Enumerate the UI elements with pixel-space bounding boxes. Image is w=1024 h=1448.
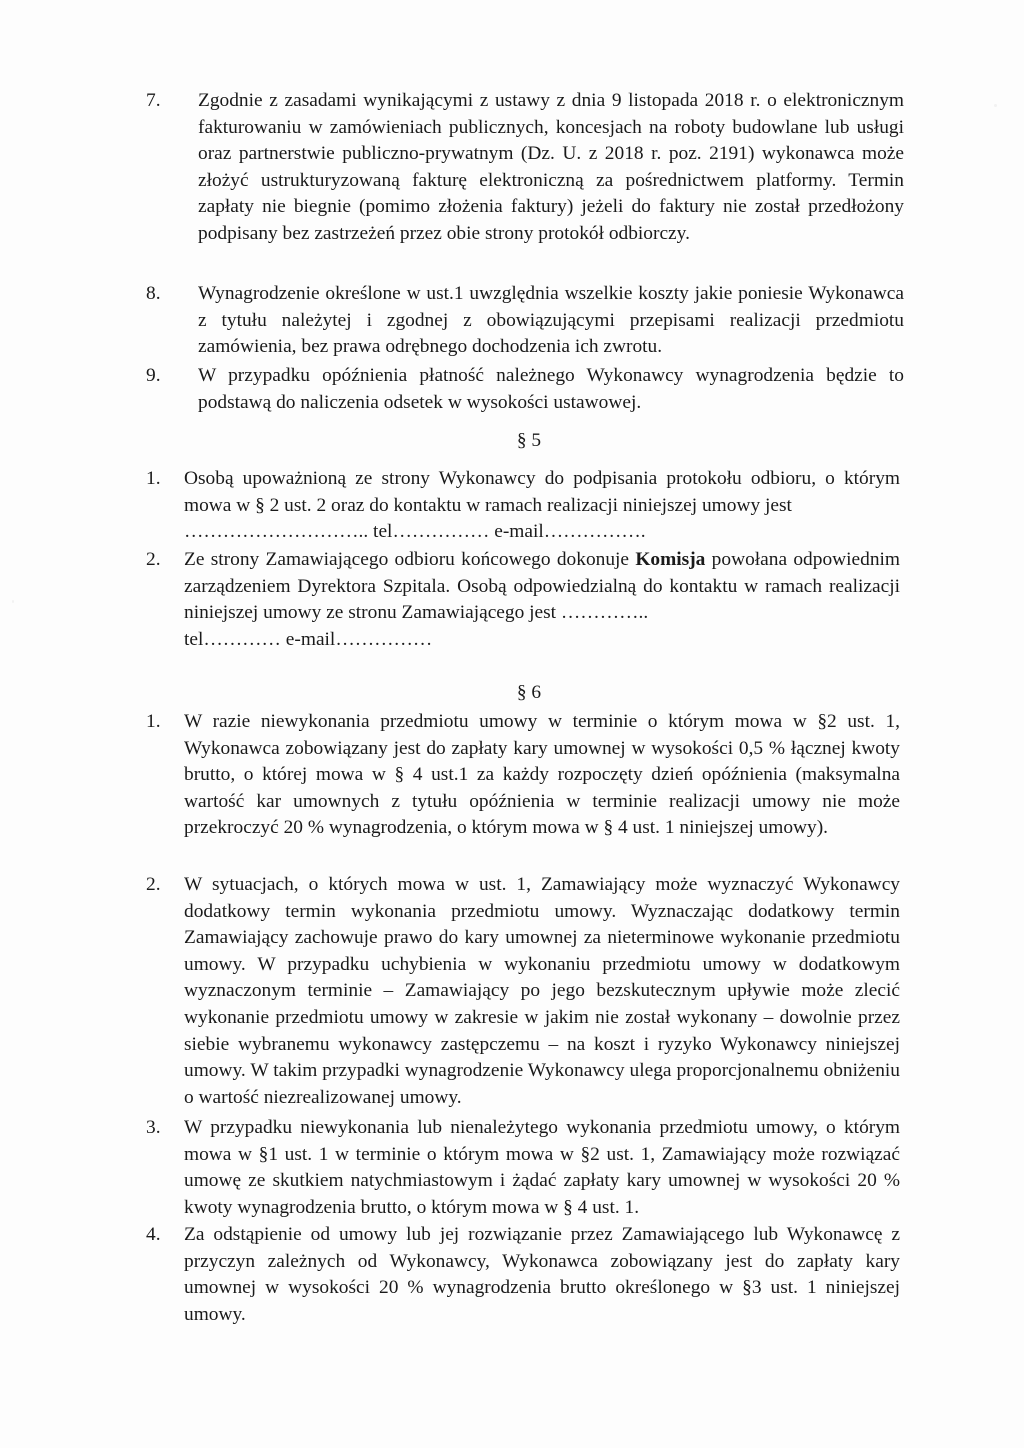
- item-text: W przypadku niewykonania lub nienależytego wykonania przedmiotu umowy, o którym mowa w §1 ust. 1 w terminie o którym mowa w §2 ust. 1, Zamawiający może rozwiązać umowę ze skutkiem natychmiastowym i żądać zapłaty kary umownej w wysokości 20 % kwoty wynagrodzenia brutto, o którym mowa w § 4 ust. 1.: [184, 1117, 900, 1218]
- item-text: Za odstąpienie od umowy lub jej rozwiązanie przez Zamawiającego lub Wykonawcę z przyczyn zależnych od Wykonawcy, Wykonawca zobowiązany jest do zapłaty kary umownej w wysokości 20 % wynagrodzenia brutto określonego w §3 ust. 1 niniejszej umowy.: [184, 1224, 900, 1325]
- item-number: 8.: [146, 283, 161, 304]
- committee-label: Komisja: [635, 549, 706, 570]
- item-text: W sytuacjach, o których mowa w ust. 1, Zamawiający może wyznaczyć Wykonawcy dodatkowy termin wykonania przedmiotu umowy. Wyznaczając dodatkowy termin Zamawiający zachowuje prawo do kary umownej za nieterminowe wykonanie przedmiotu umowy. W przypadku uchybienia w wykonaniu przedmiotu umowy w dodatkowym wyznaczonym terminie – Zamawiający po jego bezskutecznym upływie może zlecić wykonanie przedmiotu umowy w zakresie w jakim nie został wykonany – dowolnie przez siebie wybranemu wykonawcy zastępczemu – na koszt i ryzyko Wykonawcy niniejszej umowy. W takim przypadki wynagrodzenie Wykonawcy ulega proporcjonalnemu obniżeniu o wartość niezrealizowanej umowy.: [184, 874, 900, 1108]
- item-text: Wynagrodzenie określone w ust.1 uwzględnia wszelkie koszty jakie poniesie Wykonawca z tytułu należytej i zgodnej z obowiązującymi przepisami realizacji przedmiotu zamówienia, bez prawa odrębnego dochodzenia ich zwrotu.: [198, 283, 904, 358]
- item-number: 4.: [146, 1224, 161, 1245]
- item-number: 1.: [146, 468, 161, 489]
- scan-speck: [12, 600, 14, 603]
- scan-speck: [994, 104, 997, 107]
- item-text: W przypadku opóźnienia płatność należnego Wykonawcy wynagrodzenia będzie to podstawą do naliczenia odsetek w wysokości ustawowej.: [198, 365, 904, 413]
- item-text-part: Ze strony Zamawiającego odbioru końcowego dokonuje: [184, 549, 636, 570]
- section-heading: § 6: [516, 682, 542, 703]
- item-number: 3.: [146, 1117, 161, 1138]
- item-text: Zgodnie z zasadami wynikającymi z ustawy z dnia 9 listopada 2018 r. o elektronicznym fakturowaniu w zamówieniach publicznych, koncesjach na roboty budowlane lub usługi oraz partnerstwie publiczno-prywatnym (Dz. U. z 2018 r. poz. 2191) wykonawca może złożyć ustrukturyzowaną fakturę elektroniczną za pośrednictwem platformy. Termin zapłaty nie biegnie (pomimo złożenia faktury) jeżeli do faktury nie został przedłożony podpisany bez zastrzeżeń przez obie strony protokół odbiorczy.: [198, 90, 904, 244]
- item-text-part: powołana odpowiednim zarządzeniem Dyrektora Szpitala. Osobą odpowiedzialną do kontaktu w ramach realizacji niniejszej umowy ze stronu Zamawiającego jest …………..: [184, 549, 900, 624]
- item-text: W razie niewykonania przedmiotu umowy w terminie o którym mowa w §2 ust. 1, Wykonawca zobowiązany jest do zapłaty kary umownej w wysokości 0,5 % łącznej kwoty brutto, o której mowa w § 4 ust.1 za każdy rozpoczęty dzień opóźnienia (maksymalna wartość kar umownych z tytułu opóźnienia w terminie realizacji umowy nie może przekroczyć 20 % wynagrodzenia, o którym mowa w § 4 ust. 1 niniejszej umowy).: [184, 711, 900, 839]
- section-heading: § 5: [516, 430, 542, 451]
- item-number: 2.: [146, 874, 161, 895]
- contact-line: tel………… e-mail……………: [184, 629, 433, 650]
- item-number: 2.: [146, 549, 161, 570]
- item-text: [184, 547, 900, 627]
- item-number: 1.: [146, 711, 161, 732]
- item-number: 7.: [146, 90, 161, 111]
- contact-line: ……………………….. tel…………… e-mail…………….: [184, 521, 646, 542]
- item-number: 9.: [146, 365, 161, 386]
- item-text: Osobą upoważnioną ze strony Wykonawcy do podpisania protokołu odbioru, o którym mowa w § 2 ust. 2 oraz do kontaktu w ramach realizacji niniejszej umowy jest: [184, 468, 900, 516]
